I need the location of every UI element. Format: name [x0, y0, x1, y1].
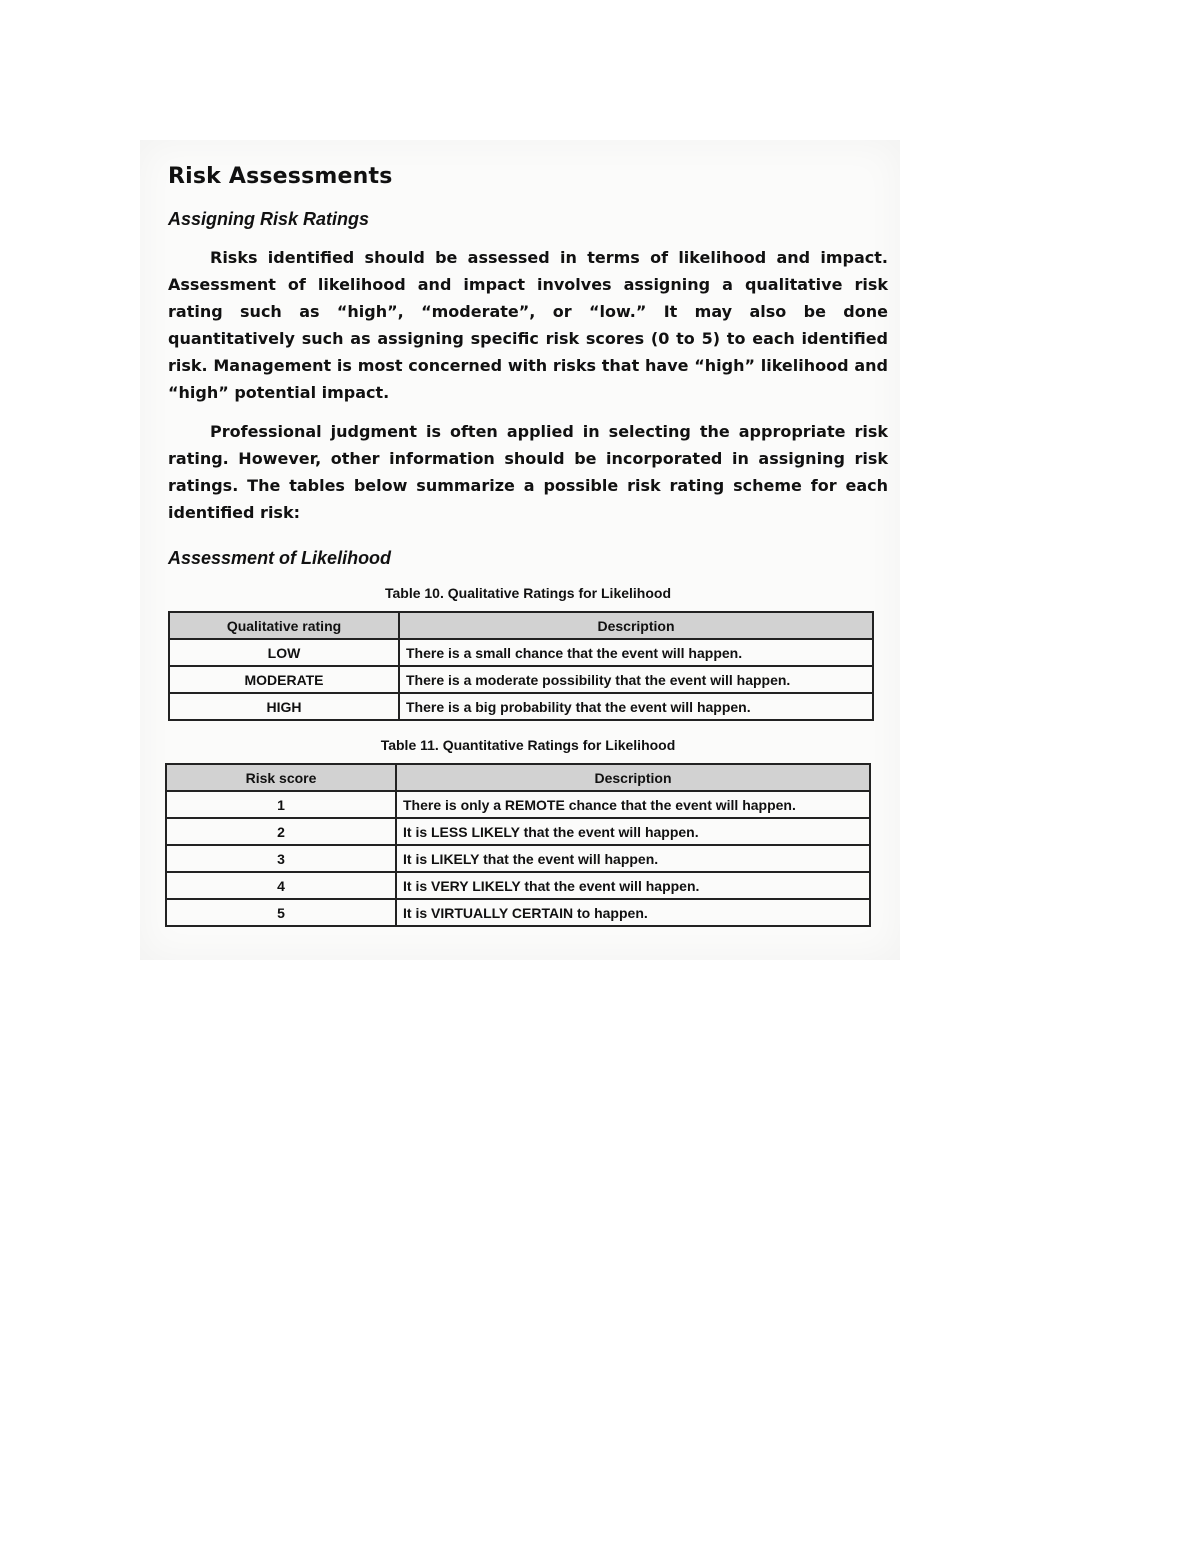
description-cell: It is LIKELY that the event will happen. [396, 845, 870, 872]
table-10-caption: Table 10. Qualitative Ratings for Likelihood [384, 585, 671, 601]
description-cell: It is VERY LIKELY that the event will happen. [396, 872, 870, 899]
score-cell: 3 [166, 845, 396, 872]
description-cell: There is a small chance that the event will happen. [399, 639, 873, 666]
page-title: Risk Assessments [168, 164, 393, 189]
rating-cell: LOW [169, 639, 399, 666]
description-cell: It is LESS LIKELY that the event will happen. [396, 818, 870, 845]
description-cell: There is only a REMOTE chance that the event will happen. [396, 791, 870, 818]
table-row [166, 899, 870, 926]
score-cell: 1 [166, 791, 396, 818]
header-cell: Description [399, 612, 873, 639]
description-cell: There is a big probability that the event will happen. [399, 693, 873, 720]
description-cell: It is VIRTUALLY CERTAIN to happen. [396, 899, 870, 926]
table-row [169, 693, 873, 720]
rating-cell: HIGH [169, 693, 399, 720]
paragraph-1: Risks identified should be assessed in terms of likelihood and impact. Assessment of likelihood and impact involves assigning a qualitative risk rating such as “high”, “moderate”, or “low.” It may also be done quantitatively such as assigning specific risk scores (0 to 5) to each identified risk. Management is most concerned with risks that have “high” likelihood and “high” potential impact. [168, 248, 888, 402]
score-cell: 5 [166, 899, 396, 926]
section-subheading: Assigning Risk Ratings [168, 209, 370, 229]
table-row [169, 639, 873, 666]
document-page [168, 160, 888, 927]
header-cell: Description [396, 764, 870, 791]
description-cell: There is a moderate possibility that the event will happen. [399, 666, 873, 693]
table-11-caption: Table 11. Quantitative Ratings for Likelihood [380, 737, 676, 753]
table-10 [168, 611, 874, 721]
table-row [166, 818, 870, 845]
table-row [166, 872, 870, 899]
table-row [169, 666, 873, 693]
table-row [166, 791, 870, 818]
header-cell: Qualitative rating [169, 612, 399, 639]
section-subheading-likelihood: Assessment of Likelihood [168, 548, 392, 568]
paragraph-2: Professional judgment is often applied in selecting the appropriate risk rating. However, other information should be incorporated in assigning risk ratings. The tables below summarize a possible risk rating scheme for each identified risk: [168, 422, 888, 522]
header-cell: Risk score [166, 764, 396, 791]
table-11 [165, 763, 871, 927]
score-cell: 4 [166, 872, 396, 899]
table-header-row [169, 612, 873, 639]
rating-cell: MODERATE [169, 666, 399, 693]
table-row [166, 845, 870, 872]
score-cell: 2 [166, 818, 396, 845]
table-header-row [166, 764, 870, 791]
